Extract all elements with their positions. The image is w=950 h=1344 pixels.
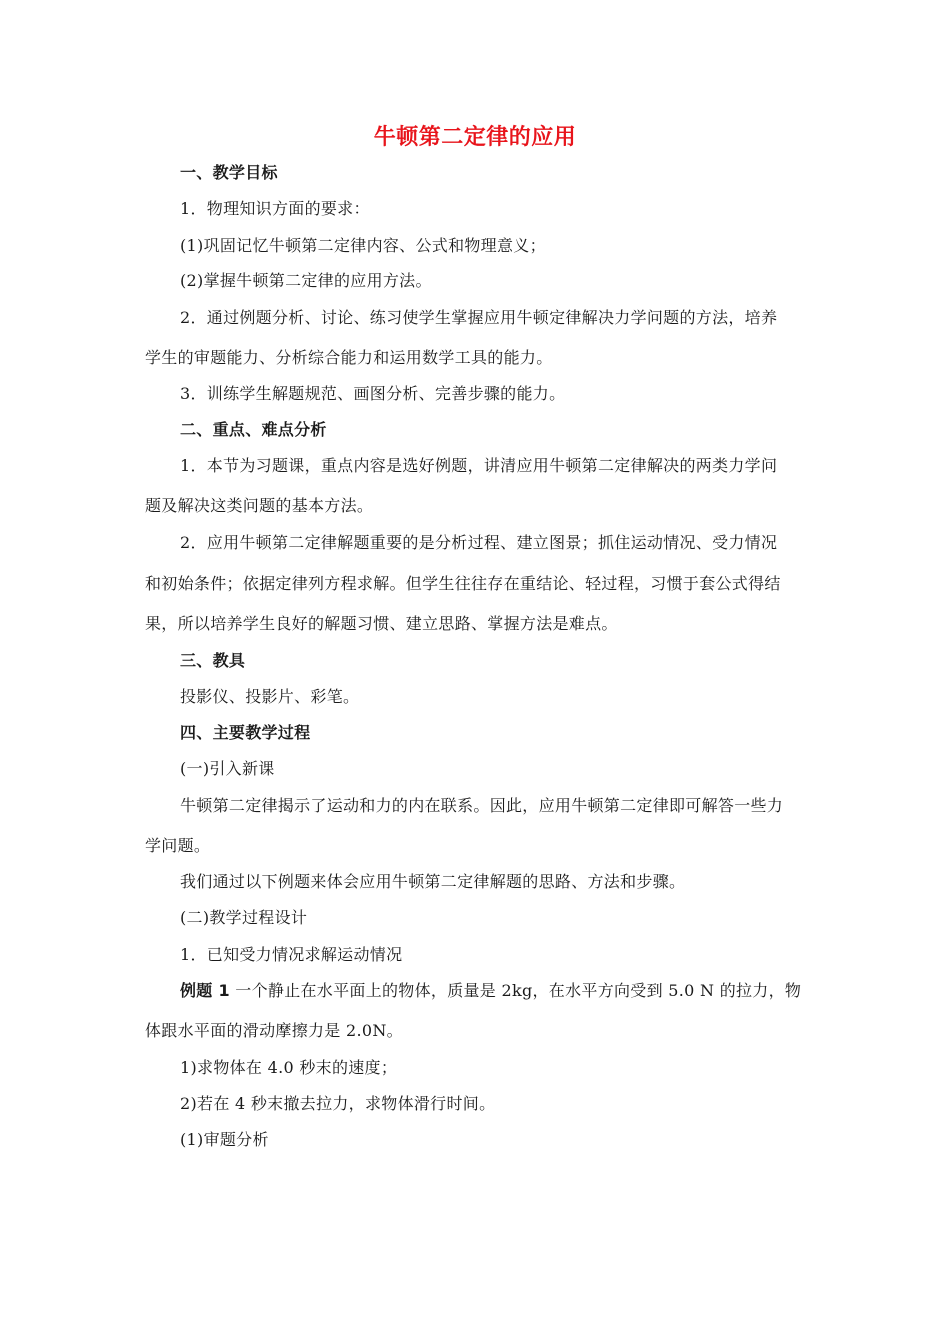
paragraph: 2．应用牛顿第二定律解题重要的是分析过程、建立图景；抓住运动情况、受力情况 <box>180 533 778 552</box>
paragraph: (二)教学过程设计 <box>180 908 308 927</box>
paragraph: (一)引入新课 <box>180 759 275 778</box>
paragraph: 学问题。 <box>145 836 211 855</box>
section-heading-process: 四、主要教学过程 <box>180 723 311 742</box>
paragraph: 3．训练学生解题规范、画图分析、完善步骤的能力。 <box>180 384 566 403</box>
example-text: 一个静止在水平面上的物体，质量是 2kg，在水平方向受到 5.0 N 的拉力，物 <box>235 981 802 1000</box>
paragraph: 和初始条件；依据定律列方程求解。但学生往往存在重结论、轻过程，习惯于套公式得结 <box>145 574 781 593</box>
paragraph: 投影仪、投影片、彩笔。 <box>180 687 360 706</box>
section-heading-key-points: 二、重点、难点分析 <box>180 420 327 439</box>
paragraph: 2．通过例题分析、讨论、练习使学生掌握应用牛顿定律解决力学问题的方法，培养 <box>180 308 778 327</box>
paragraph: 果，所以培养学生良好的解题习惯、建立思路、掌握方法是难点。 <box>145 614 618 633</box>
example-1-line <box>180 980 801 1002</box>
paragraph: 体跟水平面的滑动摩擦力是 2.0N。 <box>145 1021 403 1040</box>
section-heading-teaching-aids: 三、教具 <box>180 651 246 670</box>
document-title: 牛顿第二定律的应用 <box>373 125 577 150</box>
paragraph: (1)审题分析 <box>180 1130 269 1149</box>
paragraph: 1．本节为习题课，重点内容是选好例题，讲清应用牛顿第二定律解决的两类力学问 <box>180 456 778 475</box>
section-heading-objectives: 一、教学目标 <box>180 163 278 182</box>
example-label: 例题 1 <box>180 981 230 1000</box>
paragraph: 1．已知受力情况求解运动情况 <box>180 945 403 964</box>
paragraph: (1)巩固记忆牛顿第二定律内容、公式和物理意义； <box>180 236 546 255</box>
paragraph: 1．物理知识方面的要求： <box>180 199 370 218</box>
paragraph: 学生的审题能力、分析综合能力和运用数学工具的能力。 <box>145 348 553 367</box>
paragraph: 题及解决这类问题的基本方法。 <box>145 496 374 515</box>
paragraph: 牛顿第二定律揭示了运动和力的内在联系。因此，应用牛顿第二定律即可解答一些力 <box>180 796 784 815</box>
paragraph: 2)若在 4 秒末撤去拉力，求物体滑行时间。 <box>180 1094 496 1113</box>
paragraph: 1)求物体在 4.0 秒末的速度； <box>180 1058 398 1077</box>
paragraph: 我们通过以下例题来体会应用牛顿第二定律解题的思路、方法和步骤。 <box>180 872 686 891</box>
paragraph: (2)掌握牛顿第二定律的应用方法。 <box>180 271 432 290</box>
